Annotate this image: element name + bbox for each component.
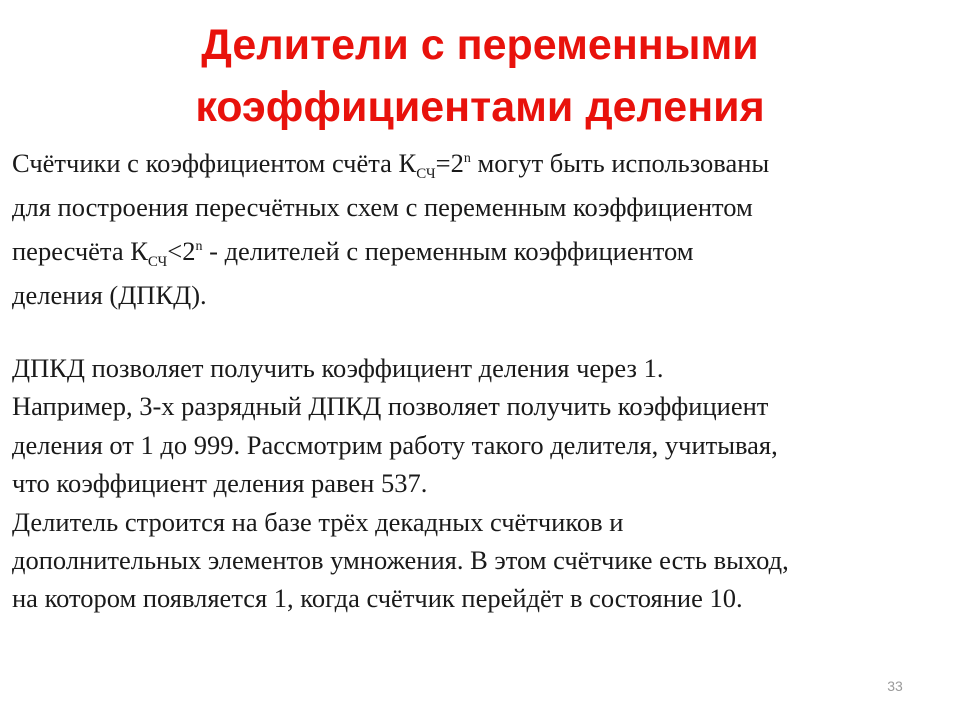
text-fragment: Счётчики с коэффициентом счёта К <box>12 148 417 178</box>
slide-title-line-2: коэффициентами деления <box>195 83 765 131</box>
paragraph-dpkd <box>12 349 948 618</box>
paragraph-dpkd-line: деления от 1 до 999. Рассмотрим работу такого делителя, учитывая, <box>12 429 778 460</box>
slide-title <box>0 14 960 138</box>
paragraph-dpkd-line: дополнительных элементов умножения. В этом счётчике есть выход, <box>12 544 789 575</box>
subscript-sch: СЧ <box>147 254 168 270</box>
paragraph-dpkd-line: ДПКД позволяет получить коэффициент деления через 1. <box>12 353 664 383</box>
paragraph-intro-line-4: деления (ДПКД). <box>12 280 207 310</box>
text-fragment: =2 <box>435 148 464 178</box>
slide-body <box>12 141 948 618</box>
text-fragment: - делителей с переменным коэффициентом <box>202 236 694 266</box>
text-fragment: пересчёта К <box>12 236 148 266</box>
paragraph-intro <box>12 141 948 317</box>
text-fragment: могут быть использованы <box>470 148 770 178</box>
paragraph-intro-line-1 <box>12 141 948 185</box>
paragraph-dpkd-line: что коэффициент деления равен 537. <box>12 468 428 499</box>
page-number: 33 <box>887 678 903 694</box>
text-fragment: <2 <box>167 236 196 266</box>
superscript-n: n <box>195 239 203 254</box>
paragraph-dpkd-line: на котором появляется 1, когда счётчик перейдёт в состояние 10. <box>12 583 743 614</box>
paragraph-dpkd-line: Делитель строится на базе трёх декадных счётчиков и <box>12 506 624 537</box>
superscript-n: n <box>463 151 471 166</box>
slide-title-line-1: Делители с переменными <box>201 21 759 69</box>
paragraph-dpkd-line: Например, 3-х разрядный ДПКД позволяет получить коэффициент <box>12 391 769 422</box>
paragraph-intro-line-3 <box>12 229 948 273</box>
paragraph-intro-line-2: для построения пересчётных схем с переменным коэффициентом <box>12 192 753 222</box>
subscript-sch: СЧ <box>416 166 436 182</box>
